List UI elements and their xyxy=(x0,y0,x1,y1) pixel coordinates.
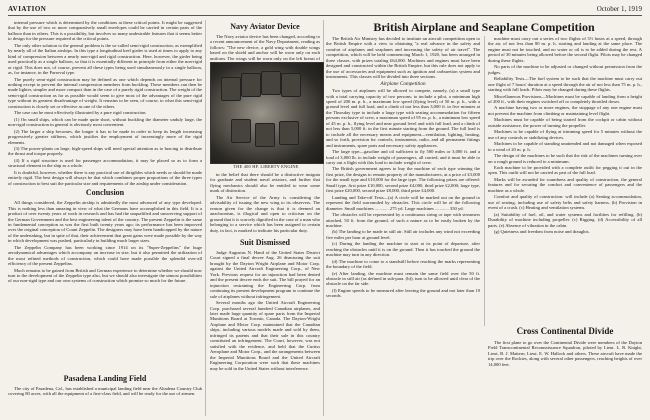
section-heading-conclusion: Conclusion xyxy=(85,188,125,198)
photo-caption: THE 400 HP. LIBERTY ENGINE xyxy=(233,164,299,169)
page-header xyxy=(8,3,642,16)
paragraph: Machines must be capable of being started from the cockpit or cabin without outside assistance, the power of turning the propeller. xyxy=(488,117,642,128)
paragraph: Judge Augustus N. Hand of the United States District Court signed a final decree Aug. 26 dismissing the suit brought by the Dayton Wright Airplane and Motor Corp. against the United Aircraft Engineering Corp., of New York. Previous request for an injunction had been denied and the present decree ends the suit. The bill prayed for an injunction restraining the Engineering Corp. from continuing its present development program to continue the sale of airplanes without infringement. xyxy=(210,250,320,299)
pasadena-heading: Pasadena Landing Field xyxy=(63,374,147,383)
paragraph: (f) Engine speeds to be measured after leaving the ground and not later than 10 seconds. xyxy=(326,287,480,299)
paragraph: (a) Suitability of fuel, oil, and water systems and facilities for refilling. (b) Durability of machine including propeller. (c) Rigging. (d) Accessibility of all parts. (e) Absence of vibration in the cabin. xyxy=(488,211,642,228)
paragraph: Comfort and quality of construction: will include (a) Seating accommodation, use of seating, including use of safety belts and safety harness. (b) Provision in event of a crash. (c) Heating and ventilation systems. xyxy=(488,194,642,211)
paragraph: in the belief that there should be a distinctive insignia for graduate and student naval aviators, and further that flying mechanics should also be entitled to wear some mark of distinction. xyxy=(210,172,320,194)
airplane-competition-subheading: Airplane Competition xyxy=(380,80,426,87)
paragraph: Machines to be capable of standing unattended and not damaged when exposed to a wind of 20 m. p. h. xyxy=(488,141,642,152)
paragraph: Each machine to be provided with a complete outfit for pegging it out in the open. This outfit will not be carried as part of the full load. xyxy=(488,164,642,176)
paragraph: Machines to be capable of flying at trimming speed for 5 minutes without the use of any controls or stabilizing devices. xyxy=(488,129,642,140)
paragraph: (e) After landing, the machine must remain the same field over the 50 ft. obstacle in still air (as defined in sub-para. (b)), turn to be allowed until clear of the obstacle on the far side. xyxy=(326,270,480,287)
paragraph: internal pressure which is determined by the conditions at these critical points. It might be suggested that by the use of two or more comparatively small envelopes could be carried in certain parts of the balloon than in others. This is a possibility, but involves so many undesirable features that it seems better to design for the pressure required at the critical points. xyxy=(8,20,202,42)
column-rule xyxy=(484,36,485,326)
cross-continental-article xyxy=(488,340,642,416)
column-rule xyxy=(205,20,206,416)
paragraph: All things considered, the Zeppelin airship is admittedly the most advanced of any type developed. This is nothing less than amazing in view of what the Germans have accomplished in this field. It is a product of over twenty years of work in research and has had the unqualified and unswerving support of the German Government and the best engineering talent of the country. The present Zeppelin is the same in fundamental conception as was the first built twenty years ago; its performance has been improved over the original conception of Count Zeppelin. The designers may have been handicapped by the nature of the undertaking, but in spite of that, their achievement that great gains were made possible by the way in which development was pushed, particularly in building much larger sizes. xyxy=(8,200,202,244)
paragraph: (1) On small ships, which can be made quite short, without buckling the diameter unduly large, the non-rigid construction in general is obviously most convenient. xyxy=(8,116,202,128)
liberty-engine-photo xyxy=(210,62,324,164)
paragraph: The design of the machines to be such that the risk of the machines turning over on a rough ground is reduced to a minimum. xyxy=(488,153,642,164)
paragraph: The Zeppelin Company has been working since 1914 on its "Super-Zeppelins" the huge aerodynamical advantages which accompany an increase in size, but it also permitted the utilization of the most refined methods of construction, which could have made possible the splendid over-all efficiency of the present Zeppelins. xyxy=(8,244,202,267)
journal-title: AVIATION xyxy=(8,5,47,13)
paragraph: The large type—gasoline and oil sufficient to fly 500 miles or 3,000 ft. and a load of 3,000 lb. to include weight of passengers, all carried, and it must be able to carry out a flight with this load to include weight of crew. xyxy=(326,149,480,165)
paragraph: (c) During the landing the machine to start at its point of departure, after reaching the obstacles until it is on the ground. Then it has touched the ground the machine may turn in any direction. xyxy=(326,241,480,258)
paragraph: (b) The landing to be made in still air. Still air includes any wind not exceeding five miles per hour at ground level. xyxy=(326,229,480,240)
suit-dismissed-article xyxy=(210,250,320,416)
paragraph: It is doubtful, however, whether there is any practical use of dirigibles which needs or should be made entirely rigid. The best design will always be that which combines proper proportions of the three types of construction to best suit the particular size and requirements of the airship under consideration. xyxy=(8,169,202,186)
paragraph: (2) The larger a ship becomes, the longer it has to be made in order to keep its length increasing progressively greater stiffness, which justifies the employment of increasingly more of the rigid elements. xyxy=(8,128,202,145)
paragraph: Several months ago the United Aircraft Engineering Corp. purchased several hundred Canadian airplanes, and later made large quantity of spare parts from the Imperial Munitions Board at Toronto, Canada. The Dayton-Wright Airplane and Motor Corp. maintained that the Canadian ships, including various models made and sold by them, infringed its patents and that their sale in this country constituted an infringement. The Court, however, was not satisfied with the evidence, and held that the Curtiss Aeroplane and Motor Corp., and the arrangements between the Imperial Munitions Board and the United Aircraft Engineering Corporation were such that these machines may be sold in the United States without interference. xyxy=(210,300,320,371)
paragraph: The British Air Ministry has decided to institute an aircraft competition open to the British Empire with a view to obtaining "a real advance in the safety and comfort of airplanes and seaplanes and increasing the safety of air travel". The competition, which will be held commencing March 1, 1920, has been arranged in three classes, with prizes totaling £64,000. Machines and engines must have been designed and constructed within the British Empire, but this rule does not apply to the use of accessories and equipment such as ignition and carburetion system and instruments. This classes will be divided into three sections. xyxy=(326,36,480,80)
navy-heading: Navy Aviator Device xyxy=(230,22,300,31)
paragraph: (g) Quietness and freedom from noise and draughts. xyxy=(494,228,590,234)
paragraph: The purely semi-rigid construction may be defined as one which depends on internal pressure for nothing except to prevent the internal compression members from buckling. These members can then be made lighter, simpler and more compact than in the case of a purely rigid construction. The weight of the semi-rigid construction as far as possible would seem to give most of the advantages of the pure rigid type without its greatest disadvantage of weight. It remains to be seen, of course, to what this semi-rigid construction is closely set or effective as one of the others. xyxy=(8,76,202,109)
paragraph: The city of Pasadena, Cal., has established a municipal landing field near the Altadena Country Club covering 80 acres, with all the equipment of a first-class field, and will be ready for the use of airmen. xyxy=(8,386,202,397)
paragraph: The British government agrees to buy the machine of each type winning the first prize, the designs to remain property of the manufacturers, at a price of £3,000 for the small type and £10,000 for the large type. The following prizes are offered: Small type, first prize £10,000, second prize £4,000, third prize £2,000; large type, first prize £20,000, second prize £8,000, third prize £4,000. xyxy=(326,166,480,194)
paragraph: The first plane to go over the Continental Divide were members of the Dayton Field Transcontinental Reconnaissance Squadron, piloted by Lieut. L. R. Knight, Lieut. B. J. Mattern, Lieut. E. W. Hallock and others. These aircraft have made the trip over the Rockies, along with several other passengers, reaching heights of over 14,000 feet. xyxy=(488,340,642,367)
paragraph: Much remains to be gained from British and German experience to determine whether we should now turn to the development of the Zeppelin type also, but we should also investigate the utmost possibilities of our non-rigid type and our own systems of construction which promise so much for the future. xyxy=(8,267,202,284)
cross-continental-heading: Cross Continental Divide xyxy=(516,326,614,336)
navy-article-continued xyxy=(210,172,320,236)
paragraph: The only other solution to the general problem is the so-called semi-rigid construction, as exemplified by nearly all of the Italian airships. In this type a longitudinal keel girder is used at times to apply to any kind of compression between a nearly non-rigid and rigid construction. Here, however, the girder being used practically as a single balloon, so that it is essentially different in principle from either the non-rigid or rigid. This does not, of course, prevent all these types being used simultaneously in a single balloon, as, for instance, in the Parseval type. xyxy=(8,42,202,76)
paragraph: (d) The machine to come to a standstill before reaching the marks representing the boundary of the field. xyxy=(326,258,480,270)
paragraph: A machine having two or more engines, the stoppage of any one engine must not prevent the machine from climbing or maintaining level flight. xyxy=(488,105,642,116)
paragraph: No parts of the machine to be adjusted or changed without permission from the judges. xyxy=(488,64,642,75)
pasadena-article xyxy=(8,386,202,416)
paragraph: Two types of airplanes will be allowed to compete, namely, (a) a small type with a total carrying capacity of two persons; to include a pilot, a minimum high speed of 200 m. p. h., a maximum low speed (flying level) of 50 m. p. h., with a ground level and full load, and a climb of not less than 3,000 ft. in five minutes at the Thursday type to include a large type with seating accommodation for fifteen persons exclusive of crew, a maximum speed of 95 m. p. h., a minimum low speed of 45 m. p. h., flying level and near ground level and with full load, and a climb of not less than 5,000 ft. in the first minute starting from the ground. The full load is to include all the necessary means and equipment—ventilation, lighting, heating, and so forth, provision for controls, instruments, radio, and all permanent fittings and instruments, spare parts and necessary safety appliances. xyxy=(326,88,480,148)
paragraph: (3) The power-plants on large, high-speed ships will need special attention as to bracing to distribute the thrust and torque properly. xyxy=(8,145,202,157)
british-competition-heading: British Airplane and Seaplane Competition xyxy=(373,20,595,34)
suit-dismissed-heading: Suit Dismissed xyxy=(239,238,290,247)
paragraph: The case can be most effectively illustrated by a pure rigid construction. xyxy=(14,110,147,116)
paragraph: The Air Service of the Army is considering the advisability of issuing the new wing to its observers. The reason given for the change is that it is deemed an anachronism, is illogical and open to criticism on the ground that it is scarcely dignified in the case of a man who belonging to a service which has been assigned to certain duty, in fact, is marked to indicate his particular duty. xyxy=(210,194,320,233)
paragraph: The Navy aviator device has been changed, according to a recent announcement of the Navy Department, reading as follows: "The new device, a gold wing with double wings based on the shield and anchor will be worn only on each uniform. The wings will be worn only on the left breast of xyxy=(210,34,320,61)
british-competition-left xyxy=(326,36,480,416)
navy-aviator-article xyxy=(210,20,320,62)
paragraph: The obstacles will be represented by a continuous string or tape with streamers attached, 50 ft. from the ground, of such a nature as to be easily broken by the machine. xyxy=(326,212,480,228)
paragraph: Marks will be awarded for soundness and quality of construction, the general features and for securing the comfort and convenience of passengers and the machine as a whole. xyxy=(488,176,642,193)
issue-date: October 1, 1919 xyxy=(596,5,642,13)
paragraph: Miscellaneous Provisions—Machines must be capable of landing from a height of 200 ft., with their engines switched off or completely throttled down. xyxy=(488,93,642,104)
article-airship-construction xyxy=(8,20,202,372)
paragraph: Landing and Take-off Tests—(a) A circle will be marked out on the ground to represent the field surrounded by obstacles. This circle will be of the following diameter: Small machines ............ 275 yd. Large machines ............ 350 yd. xyxy=(326,194,480,211)
paragraph: machine must carry out a series of two flights of 3½ hours at a speed, through the air, of not less than 80 m. p. h. starting and landing at the same place. The engine must not be touched, and no water or oil is to be added during the test. A period of 30 minutes being allowed before the second flight. Pilots may be changed during these flights. xyxy=(488,36,642,63)
british-competition-right xyxy=(488,36,642,324)
paragraph: Reliability Tests—The fuel system to be such that the machine must carry out one flight of 7 hours' duration at a speed through the air of not less than 75 m. p. h., starting with full loads. Pilots may be changed during these flights. xyxy=(488,76,642,93)
paragraph: (4) If a rigid structure is used for passenger accommodation, it may be placed so as to form a structural element in the ship as a whole. xyxy=(8,157,202,169)
